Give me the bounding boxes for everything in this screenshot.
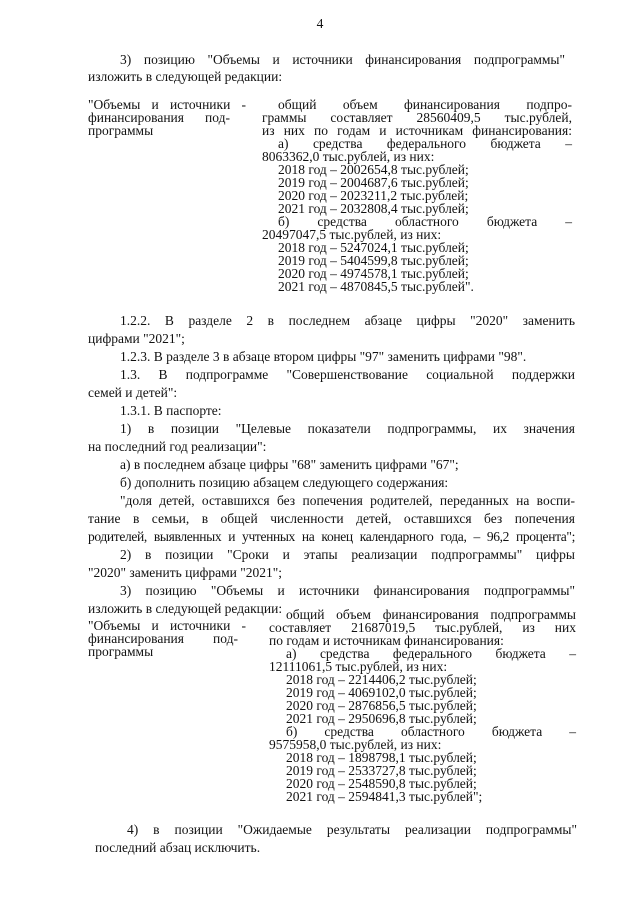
paragraph-line: 1.3. В подпрограмме "Совершенствование социальной поддержки (120, 367, 575, 382)
table2-right-line: 2019 год – 2533727,8 тыс.рублей; (286, 763, 477, 778)
table2-left-line: "Объемы и источники - (88, 618, 246, 633)
table2-right-line: 2019 год – 4069102,0 тыс.рублей; (286, 685, 477, 700)
paragraph-line: тание в семьи, в общей численности детей, оставшихся без попечения (88, 511, 575, 526)
table1-left-line: финансирования под- (88, 110, 230, 125)
table1-right-line: общий объем финансирования подпро- (278, 97, 572, 112)
paragraph-line: родителей, выявленных и учтенных на конец календарного года, – 96,2 процента"; (88, 529, 575, 544)
table2-right-line: 2020 год – 2876856,5 тыс.рублей; (286, 698, 477, 713)
table2-right-line: 12111061,5 тыс.рублей, из них: (269, 659, 448, 674)
paragraph-line: 1.2.2. В разделе 2 в последнем абзаце цифры "2020" заменить (120, 313, 575, 328)
paragraph-line: цифрами "2021"; (88, 331, 185, 346)
table1-right-line: граммы составляет 28560409,5 тыс.рублей, (262, 110, 572, 125)
paragraph-line: 1) в позиции "Целевые показатели подпрограммы, их значения (120, 421, 575, 436)
table1-right-line: из них по годам и источникам финансирования: (262, 123, 572, 138)
table2-right-line: 2021 год – 2594841,3 тыс.рублей"; (286, 789, 483, 804)
table2-right-line: а) средства федерального бюджета – (286, 646, 576, 661)
paragraph-line: 2) в позиции "Сроки и этапы реализации подпрограммы" цифры (120, 547, 575, 562)
paragraph-line: 1.2.3. В разделе 3 в абзаце втором цифры "97" заменить цифрами "98". (120, 349, 527, 364)
table1-right-line: 8063362,0 тыс.рублей, из них: (262, 149, 435, 164)
table1-right-line: 2020 год – 2023211,2 тыс.рублей; (278, 188, 469, 203)
table2-right-line: 2018 год – 1898798,1 тыс.рублей; (286, 750, 477, 765)
paragraph-line: последний абзац исключить. (95, 840, 261, 855)
table2-right-line: 2021 год – 2950696,8 тыс.рублей; (286, 711, 477, 726)
table1-right-line: 2019 год – 2004687,6 тыс.рублей; (278, 175, 469, 190)
table1-right-line: 20497047,5 тыс.рублей, из них: (262, 227, 442, 242)
paragraph-line: на последний год реализации": (88, 439, 267, 454)
table1-left-line: "Объемы и источники - (88, 97, 246, 112)
table1-right-line: 2018 год – 2002654,8 тыс.рублей; (278, 162, 469, 177)
table1-right-line: 2021 год – 4870845,5 тыс.рублей". (278, 279, 474, 294)
table1-right-line: 2021 год – 2032808,4 тыс.рублей; (278, 201, 469, 216)
table1-right-line: а) средства федерального бюджета – (278, 136, 572, 151)
table2-right-line: по годам и источникам финансирования: (269, 633, 504, 648)
table1-right-line: 2018 год – 5247024,1 тыс.рублей; (278, 240, 469, 255)
paragraph-line: 4) в позиции "Ожидаемые результаты реализации подпрограммы" (127, 822, 577, 837)
table2-right-line: б) средства областного бюджета – (286, 724, 576, 739)
paragraph-line: а) в последнем абзаце цифры "68" заменить цифрами "67"; (120, 457, 459, 472)
page-number: 4 (316, 16, 324, 31)
paragraph-line: изложить в следующей редакции: (88, 69, 283, 84)
paragraph-line: 3) позицию "Объемы и источники финансирования подпрограммы" (120, 52, 565, 67)
paragraph-line: "доля детей, оставшихся без попечения родителей, переданных на воспи- (120, 493, 575, 508)
table2-left-line: программы (88, 644, 154, 659)
table1-right-line: 2020 год – 4974578,1 тыс.рублей; (278, 266, 469, 281)
paragraph-line: 1.3.1. В паспорте: (120, 403, 222, 418)
table1-right-line: 2019 год – 5404599,8 тыс.рублей; (278, 253, 469, 268)
table2-left-cell (88, 619, 248, 658)
paragraph-line: "2020" заменить цифрами "2021"; (88, 565, 282, 580)
table1-left-line: программы (88, 123, 154, 138)
table2-left-line: финансирования под- (88, 631, 238, 646)
paragraph-line: б) дополнить позицию абзацем следующего содержания: (120, 475, 449, 490)
table2-right-line: 2020 год – 2548590,8 тыс.рублей; (286, 776, 477, 791)
table2-right-line: общий объем финансирования подпрограммы (286, 607, 576, 622)
table1-right-line: б) средства областного бюджета – (278, 214, 572, 229)
paragraph-line: 3) позицию "Объемы и источники финансирования подпрограммы" (120, 583, 575, 598)
paragraph-line: семей и детей": (88, 385, 178, 400)
table1-left-cell (88, 98, 248, 137)
table2-right-line: 2018 год – 2214406,2 тыс.рублей; (286, 672, 477, 687)
table2-right-line: 9575958,0 тыс.рублей, из них: (269, 737, 442, 752)
table2-right-line: составляет 21687019,5 тыс.рублей, из них (269, 620, 576, 635)
paragraph-line: изложить в следующей редакции: (88, 601, 283, 616)
